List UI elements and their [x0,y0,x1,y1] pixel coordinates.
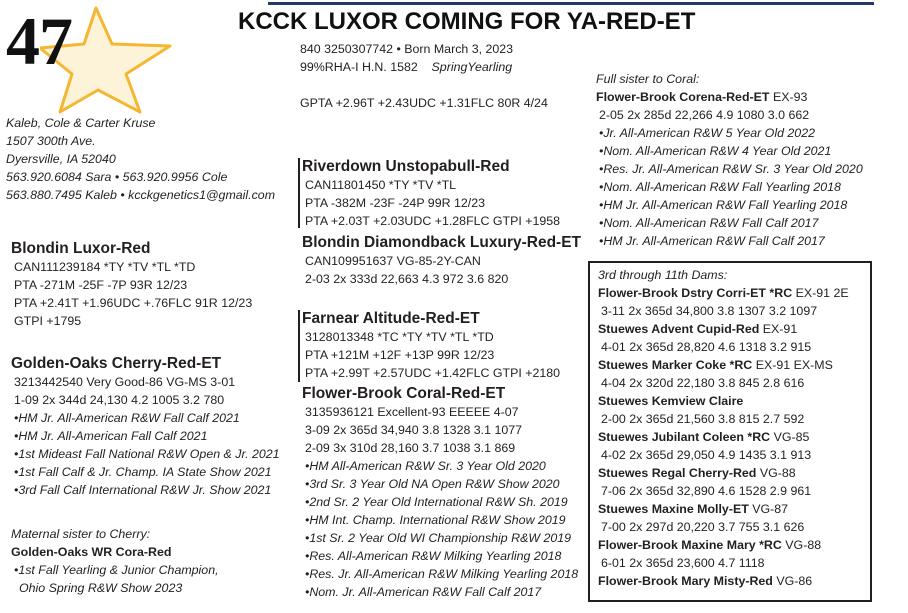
sire-dam-name: Blondin Diamondback Luxury-Red-ET [302,234,582,251]
dam-entry-record: 4-02 2x 365d 29,050 4.9 1435 3.1 913 [601,448,812,462]
dam-dam-block [302,384,578,601]
dam-entry-name: Stuewes Regal Cherry-Red [598,466,757,480]
maternal-sister-block [11,525,219,597]
sire-sire-line: PTA +2.03T +2.03UDC +1.28FLC GTPI +1958 [305,214,561,228]
sire-dam-block [302,233,581,288]
page-title: KCCK LUXOR COMING FOR YA-RED-ET [238,8,696,35]
dam-sire-block [302,309,560,382]
dam-dam-award: •Res. Jr. All-American R&W Milking Yearling 2018 [305,567,579,581]
dam-entry-record: 7-00 2x 297d 20,220 3.7 755 3.1 626 [601,520,805,534]
dam-award: •HM Jr. All-American Fall Calf 2021 [14,429,208,443]
dam-entry-heading [598,392,849,410]
dam-entry-score: VG-87 [752,502,789,516]
sire-sire-line: CAN11801450 *TY *TV *TL [305,178,457,192]
dam-line: 1-09 2x 344d 24,130 4.2 1005 3.2 780 [14,393,225,407]
dam-entry-heading [598,320,849,338]
dams-label: 3rd through 11th Dams: [598,268,728,282]
dam-entry-record: 7-06 2x 365d 32,890 4.6 1528 2.9 961 [601,484,812,498]
dam-entry-heading [598,428,849,446]
dam-dam-award: •2nd Sr. 2 Year Old International R&W Sh. 2019 [305,495,568,509]
dam-dam-award: •Res. All-American R&W Milking Yearling 2018 [305,549,562,563]
dam-entry-heading [598,536,849,554]
dam-dam-award: •HM Int. Champ. International R&W Show 2019 [305,513,566,527]
dam-entry-record: 3-11 2x 365d 34,800 3.8 1307 3.2 1097 [601,304,818,318]
dam-entry-record: 2-00 2x 365d 21,560 3.8 815 2.7 592 [601,412,805,426]
dam-entry-heading [598,284,849,302]
dam-dam-line: 3135936121 Excellent-93 EEEEE 4-07 [305,405,519,419]
sire-name: Blondin Luxor-Red [11,240,151,257]
full-sister-award: •HM Jr. All-American R&W Fall Calf 2017 [599,234,825,248]
sire-line: GTPI +1795 [14,314,82,328]
sire-sire-block [302,157,560,230]
consignor-info [6,114,275,204]
full-sister-line: 2-05 2x 285d 22,266 4.9 1080 3.0 662 [599,108,810,122]
dam-dam-award: •HM All-American R&W Sr. 3 Year Old 2020 [305,459,546,473]
full-sister-award: •Jr. All-American R&W 5 Year Old 2022 [599,126,815,140]
consignor-phone-1: 563.920.6084 Sara • 563.920.9956 Cole [6,170,228,184]
full-sister-label: Full sister to Coral: [596,72,700,86]
full-sister-name: Flower-Brook Corena-Red-ET [596,90,770,104]
full-sister-award: •HM Jr. All-American R&W Fall Yearling 2018 [599,198,848,212]
dam-entry-score: VG-88 [785,538,822,552]
dam-entry-name: Stuewes Kemview Claire [598,394,744,408]
pedigree-bracket [298,158,300,228]
lot-number: 47 [6,3,72,79]
dam-entry-name: Stuewes Marker Coke *RC [598,358,753,372]
dam-entry-heading [598,464,849,482]
sire-dam-line: 2-03 2x 333d 22,663 4.3 972 3.6 820 [305,272,509,286]
dam-entry-name: Flower-Brook Mary Misty-Red [598,574,773,588]
dam-dam-award: •Nom. Jr. All-American R&W Fall Calf 2017 [305,585,542,599]
gpta-line: GPTA +2.96T +2.43UDC +1.31FLC 80R 4/24 [300,96,548,110]
full-sister-award: •Nom. All-American R&W 4 Year Old 2021 [599,144,832,158]
consignor-city: Dyersville, IA 52040 [6,152,116,166]
dam-award: •1st Fall Calf & Jr. Champ. IA State Show 2021 [14,465,272,479]
dam-entry-record: 4-04 2x 320d 22,180 3.8 845 2.8 616 [601,376,805,390]
dam-entry-score: EX-91 EX-MS [755,358,833,372]
dam-name: Golden-Oaks Cherry-Red-ET [11,355,222,372]
registration-line: 840 3250307742 • Born March 3, 2023 [300,42,514,56]
consignor-name: Kaleb, Cole & Carter Kruse [6,116,156,130]
header-info [300,40,548,112]
sire-line: CAN111239184 *TY *TV *TL *TD [14,260,196,274]
dam-dam-award: •1st Sr. 2 Year Old WI Championship R&W 2019 [305,531,572,545]
sire-line: PTA -271M -25F -7P 93R 12/23 [14,278,188,292]
dam-sire-line: PTA +121M +12F +13P 99R 12/23 [305,348,495,362]
dam-dam-line: 2-09 3x 310d 28,160 3.7 1038 3.1 869 [305,441,516,455]
dam-award: •HM Jr. All-American R&W Fall Calf 2021 [14,411,240,425]
maternal-sister-name: Golden-Oaks WR Cora-Red [11,545,172,559]
maternal-sister-label: Maternal sister to Cherry: [11,527,151,541]
dam-entry-score: EX-91 [762,322,798,336]
dam-award: •3rd Fall Calf International R&W Jr. Show 2021 [14,483,272,497]
dams-list [598,266,849,590]
dam-entry-heading [598,500,849,518]
top-rule [268,2,874,5]
full-sister-award: •Nom. All-American R&W Fall Calf 2017 [599,216,819,230]
dam-entry-name: Stuewes Maxine Molly-ET [598,502,749,516]
dam-entry-record: 6-01 2x 365d 23,600 4.7 1118 [601,556,765,570]
sire-sire-line: PTA -382M -23F -24P 99R 12/23 [305,196,485,210]
maternal-sister-award: •1st Fall Yearling & Junior Champion, [14,563,219,577]
dam-entry-score: VG-88 [759,466,796,480]
dam-entry-name: Flower-Brook Dstry Corri-ET *RC [598,286,793,300]
dam-entry-score: VG-86 [776,574,813,588]
dam-block [11,354,280,499]
full-sister-block [596,70,863,250]
full-sister-award: •Res. Jr. All-American R&W Sr. 3 Year Old 2020 [599,162,863,176]
dam-entry-score: EX-91 2E [795,286,849,300]
sire-line: PTA +2.41T +1.96UDC +.76FLC 91R 12/23 [14,296,253,310]
breed-prefix: 99%RHA-I H.N. 1582 [300,60,418,74]
maternal-sister-award: Ohio Spring R&W Show 2023 [19,581,183,595]
consignor-address: 1507 300th Ave. [6,134,96,148]
sire-dam-line: CAN109951637 VG-85-2Y-CAN [305,254,481,268]
sire-block [11,239,252,330]
sire-sire-name: Riverdown Unstopabull-Red [302,158,510,175]
dam-dam-award: •3rd Sr. 3 Year Old NA Open R&W Show 2020 [305,477,560,491]
dam-dam-line: 3-09 2x 365d 34,940 3.8 1328 3.1 1077 [305,423,523,437]
dam-entry-heading [598,356,849,374]
dam-sire-line: PTA +2.99T +2.57UDC +1.42FLC GTPI +2180 [305,366,561,380]
full-sister-heading [596,88,863,106]
breed-line [300,58,548,76]
dam-entry-record: 4-01 2x 365d 28,820 4.6 1318 3.2 915 [601,340,812,354]
dam-entry-name: Flower-Brook Maxine Mary *RC [598,538,782,552]
dam-entry-name: Stuewes Jubilant Coleen *RC [598,430,771,444]
dam-sire-line: 3128013348 *TC *TY *TV *TL *TD [305,330,494,344]
dam-award: •1st Mideast Fall National R&W Open & Jr. 2021 [14,447,280,461]
breed-class: SpringYearling [431,60,513,74]
dam-sire-name: Farnear Altitude-Red-ET [302,310,480,327]
dam-dam-name: Flower-Brook Coral-Red-ET [302,385,506,402]
pedigree-bracket [298,310,300,382]
dam-entry-heading [598,572,849,590]
full-sister-award: •Nom. All-American R&W Fall Yearling 2018 [599,180,841,194]
dam-entry-score: VG-85 [773,430,810,444]
full-sister-score: EX-93 [772,90,808,104]
consignor-phone-2: 563.880.7495 Kaleb • kcckgenetics1@gmail.com [6,188,276,202]
dam-entry-name: Stuewes Advent Cupid-Red [598,322,760,336]
dam-line: 3213442540 Very Good-86 VG-MS 3-01 [14,375,236,389]
